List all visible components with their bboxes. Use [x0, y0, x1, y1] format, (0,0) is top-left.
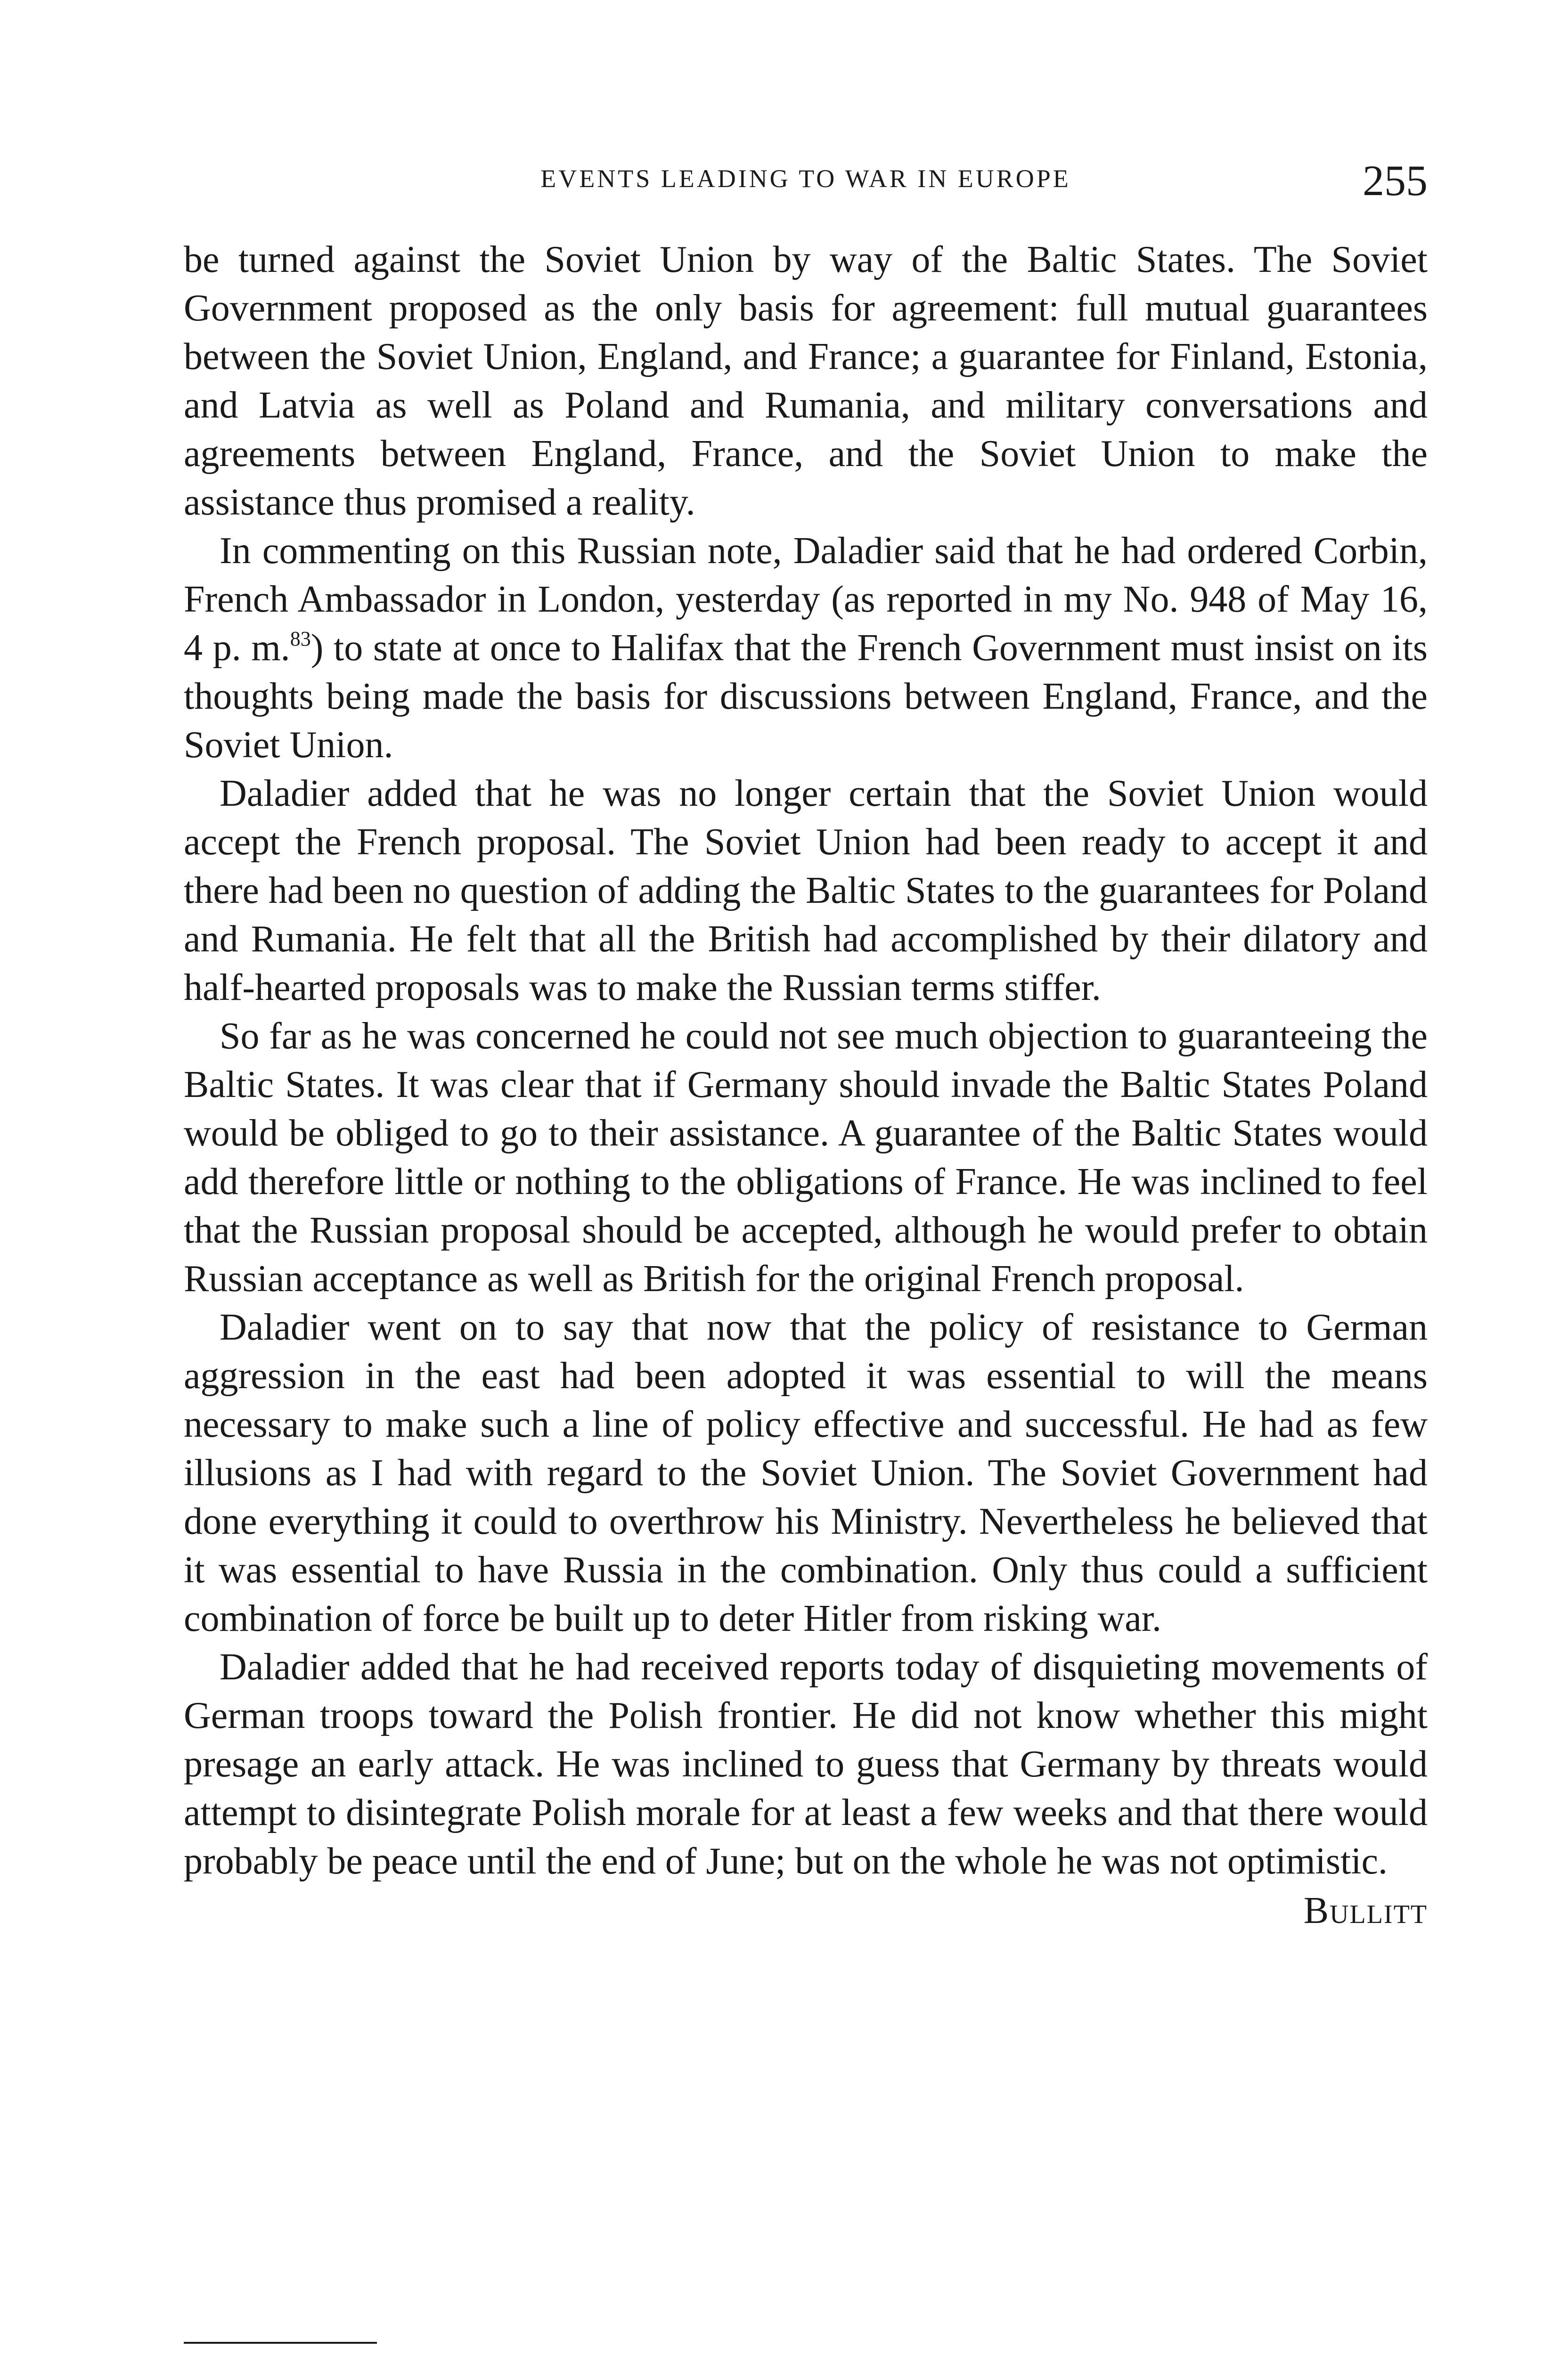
footnote-divider: [184, 2342, 377, 2344]
paragraph-text: ) to state at once to Halifax that the French Government must insist on its thoughts being made the basis for discussions between England, France, and the Soviet Union.: [184, 627, 1428, 766]
body-text: [184, 236, 1428, 1935]
paragraph-continuation: be turned against the Soviet Union by way of the Baltic States. The Soviet Government proposed as the only basis for agreement: full mutual guarantees between the Soviet Union, England, and France; a guarantee for Finland, Estonia, and Latvia as well as Poland and Rumania, and military conversations and agreements between England, France, and the Soviet Union to make the assistance thus promised a reality.: [184, 239, 1428, 523]
paragraph-baltic-states: So far as he was concerned he could not see much objection to guaranteeing the Baltic States. It was clear that if Germany should invade the Baltic States Poland would be obliged to go to their assistance. A guarantee of the Baltic States would add therefore little or nothing to the obligations of France. He was inclined to feel that the Russian proposal should be accepted, although he would prefer to obtain Russian acceptance as well as British for the original French proposal.: [184, 1015, 1428, 1300]
running-title: EVENTS LEADING TO WAR IN EUROPE: [540, 164, 1071, 193]
paragraph-text: In commenting on this Russian note, Daladier said that he had ordered Corbin, French Ambassador in London, yesterday (as reported in my No. 948 of May 16, 4 p. m.: [184, 530, 1428, 669]
paragraph-french-proposal: Daladier added that he was no longer certain that the Soviet Union would accept the French proposal. The Soviet Union had been ready to accept it and there had been no question of adding the Baltic States to the guarantees for Poland and Rumania. He felt that all the British had accomplished by their dilatory and half-hearted proposals was to make the Russian terms stiffer.: [184, 773, 1428, 1008]
page-number: 255: [1363, 156, 1428, 205]
footnote-reference: 83: [290, 627, 311, 651]
paragraph-policy: Daladier went on to say that now that the policy of resistance to German aggression in the east had been adopted it was essential to will the means necessary to make such a line of policy effective and successful. He had as few illusions as I had with regard to the Soviet Union. The Soviet Government had done everything it could to overthrow his Ministry. Nevertheless he believed that it was essential to have Russia in the combination. Only thus could a sufficient combination of force be built up to deter Hitler from risking war.: [184, 1307, 1428, 1639]
paragraph-troop-movements: Daladier added that he had received reports today of disquieting movements of German troops toward the Polish frontier. He did not know whether this might presage an early attack. He was inclined to guess that Germany by threats would attempt to disintegrate Polish morale for at least a few weeks and that there would probably be peace until the end of June; but on the whole he was not optimistic.: [184, 1646, 1428, 1882]
paragraph-corbin: [184, 527, 1428, 769]
signature: Bullitt: [1303, 1890, 1428, 1931]
running-head: [184, 155, 1428, 207]
